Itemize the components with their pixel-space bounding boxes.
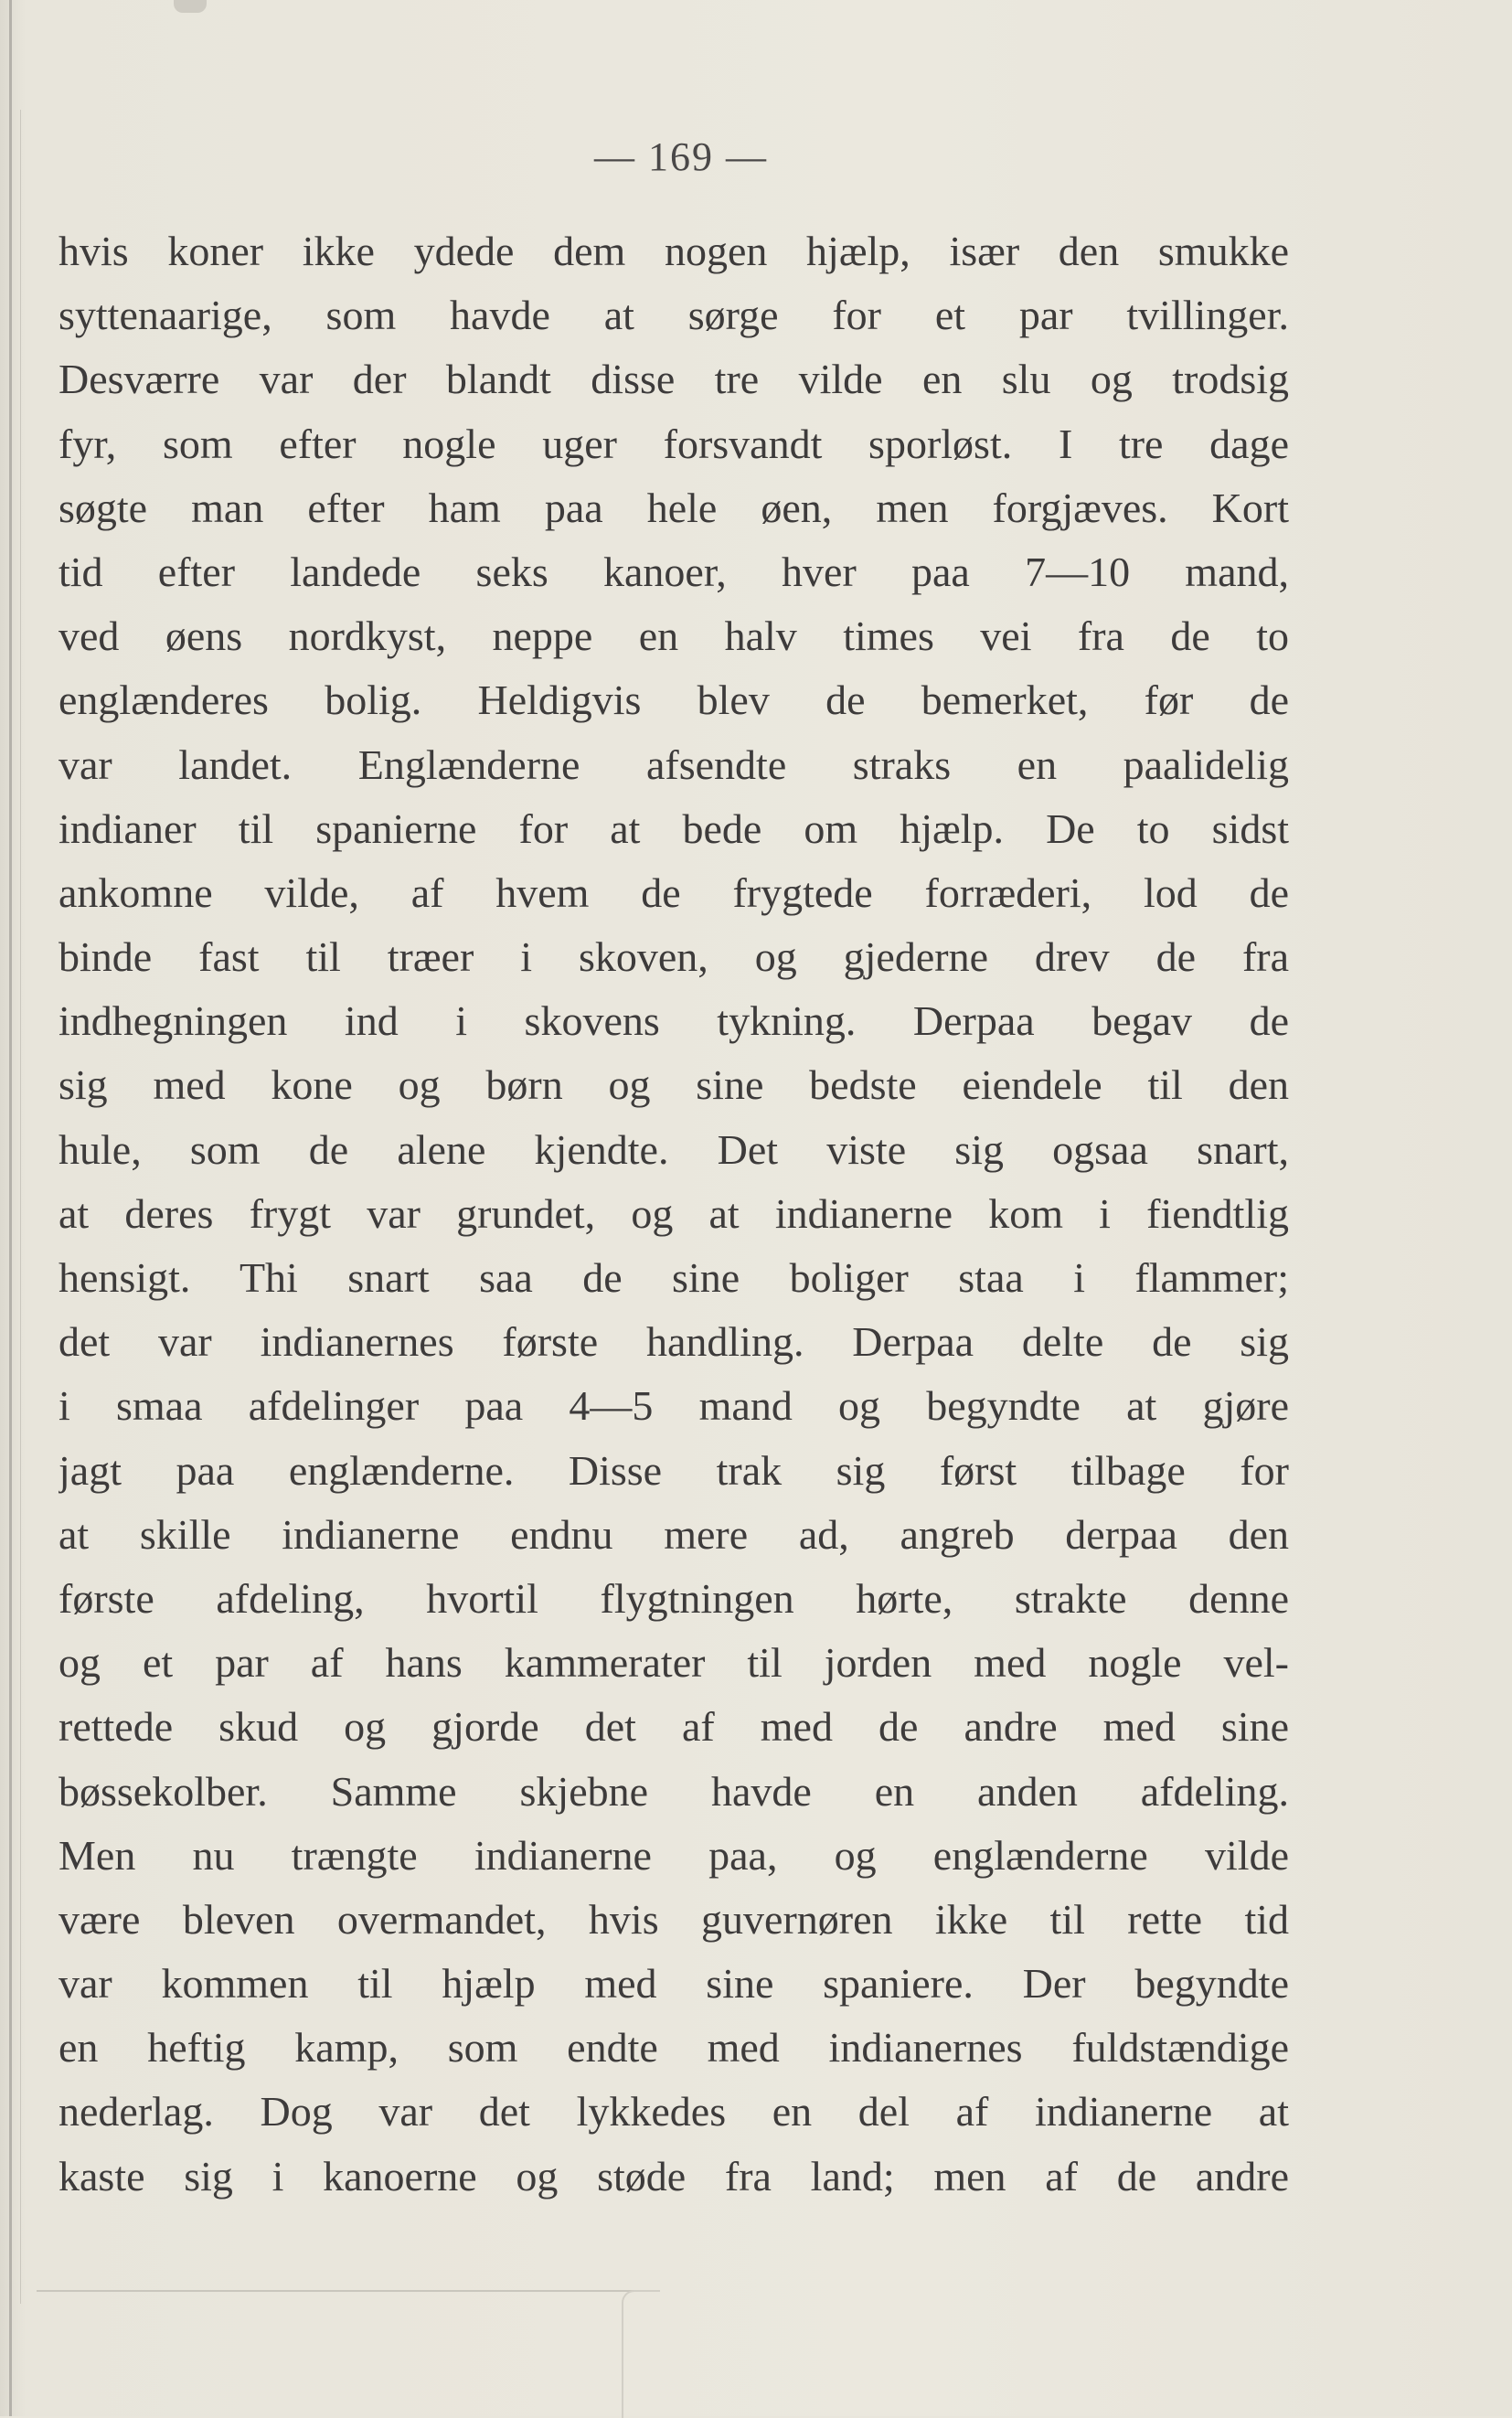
text-line: indhegningen ind i skovens tykning. Derpaa begav de	[59, 997, 1289, 1045]
text-line: Men nu trængte indianerne paa, og englænderne vilde	[59, 1831, 1289, 1879]
text-line: syttenaarige, som havde at sørge for et par tvillinger.	[59, 292, 1289, 339]
text-line: søgte man efter ham paa hele øen, men forgjæves. Kort	[59, 484, 1289, 531]
text-line: hensigt. Thi snart saa de sine boliger staa i flammer;	[59, 1254, 1289, 1301]
text-line: jagt paa englænderne. Disse trak sig først tilbage for	[59, 1446, 1289, 1494]
paper-corner-crease	[622, 2290, 660, 2418]
text-line: hvis koner ikke ydede dem nogen hjælp, især den smukke	[59, 228, 1289, 274]
paper-smudge	[174, 0, 207, 13]
text-line: englænderes bolig. Heldigvis blev de bemerket, før de	[59, 676, 1289, 724]
text-line: fyr, som efter nogle uger forsvandt sporløst. I tre dage	[59, 420, 1289, 467]
text-line: en heftig kamp, som endte med indianernes fuldstændige	[59, 2024, 1289, 2072]
page-binding-edge	[9, 0, 12, 2416]
text-line: nederlag. Dog var det lykkedes en del af indianerne at	[59, 2088, 1289, 2136]
text-line: sig med kone og børn og sine bedste eiendele til den	[59, 1061, 1289, 1109]
body-text	[59, 219, 1289, 2209]
text-line: i smaa afdelinger paa 4—5 mand og begyndte at gjøre	[59, 1382, 1289, 1430]
text-line: kaste sig i kanoerne og støde fra land; men af de andre	[59, 2152, 1289, 2200]
text-line: var landet. Englænderne afsendte straks en paalidelig	[59, 740, 1289, 788]
text-line: at deres frygt var grundet, og at indianerne kom i fiendtlig	[59, 1189, 1289, 1237]
text-line: tid efter landede seks kanoer, hver paa 7—10 mand,	[59, 548, 1289, 595]
text-line: binde fast til træer i skoven, og gjederne drev de fra	[59, 933, 1289, 981]
text-line: bøssekolber. Samme skjebne havde en anden afdeling.	[59, 1767, 1289, 1815]
text-line: at skille indianerne endnu mere ad, angreb derpaa den	[59, 1510, 1289, 1558]
text-line: Desværre var der blandt disse tre vilde en slu og trodsig	[59, 356, 1289, 403]
text-line: være bleven overmandet, hvis guvernøren ikke til rette tid	[59, 1895, 1289, 1943]
text-line: var kommen til hjælp med sine spaniere. Der begyndte	[59, 1960, 1289, 2008]
page-number: — 169 —	[594, 134, 768, 179]
text-line: det var indianernes første handling. Derpaa delte de sig	[59, 1318, 1289, 1366]
text-line: rettede skud og gjorde det af med de andre med sine	[59, 1703, 1289, 1751]
text-line: indianer til spanierne for at bede om hjælp. De to sidst	[59, 804, 1289, 852]
text-line: hule, som de alene kjendte. Det viste sig ogsaa snart,	[59, 1125, 1289, 1173]
text-line: første afdeling, hvortil flygtningen hørte, strakte denne	[59, 1574, 1289, 1622]
text-line: ankomne vilde, af hvem de frygtede forræderi, lod de	[59, 868, 1289, 916]
page-fold-line	[20, 110, 21, 2304]
paper-crease	[37, 2290, 640, 2292]
text-line: ved øens nordkyst, neppe en halv times vei fra de to	[59, 612, 1289, 660]
text-line: og et par af hans kammerater til jorden med nogle vel-	[59, 1639, 1289, 1687]
